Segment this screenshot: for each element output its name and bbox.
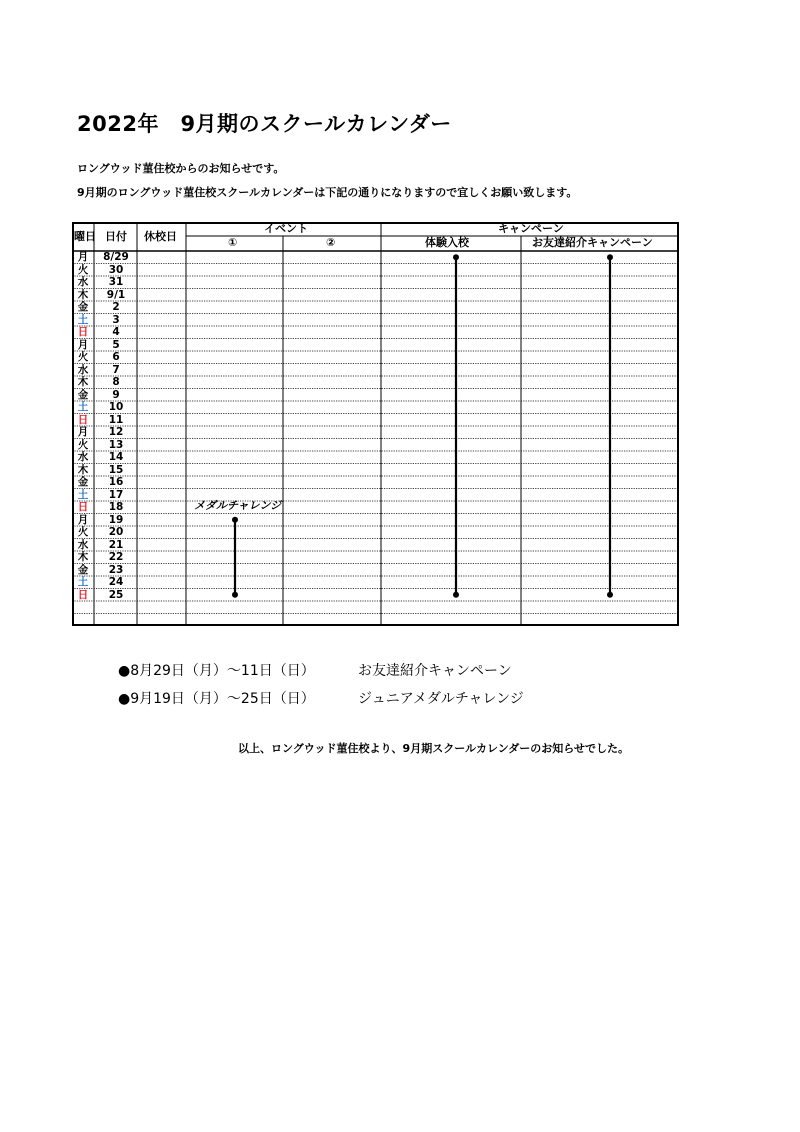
note-name: お友達紹介キャンペーン: [358, 663, 512, 679]
day-cell: 土: [77, 401, 89, 413]
day-cell: 日: [77, 326, 89, 338]
day-cell: 月: [77, 251, 89, 263]
period-endpoint-dot: [453, 592, 459, 598]
event-label-medal-challenge: メダルチャレンジ: [194, 499, 282, 512]
date-cell: 9: [112, 388, 120, 401]
header-event: イベント: [264, 222, 308, 235]
header-date: 日付: [105, 230, 127, 243]
date-cell: 7: [112, 363, 120, 376]
date-cell: 13: [108, 438, 124, 451]
day-cell: 水: [77, 451, 89, 463]
day-cell: 土: [77, 488, 89, 501]
header-day: 曜日: [74, 230, 96, 243]
date-cell: 11: [108, 413, 124, 426]
period-endpoint-dot: [607, 592, 613, 598]
day-cell: 木: [77, 463, 89, 476]
period-endpoint-dot: [232, 517, 238, 523]
note-period: ●9月19日（月）～25日（日）: [118, 691, 315, 707]
date-cell: 30: [108, 263, 124, 276]
note-name: ジュニアメダルチャレンジ: [358, 691, 524, 707]
date-cell: 21: [108, 538, 124, 551]
day-cell: 月: [77, 338, 89, 351]
day-cell: 火: [77, 351, 89, 363]
calendar-grid: [72, 222, 679, 626]
date-cell: 16: [108, 476, 124, 488]
day-cell: 金: [77, 301, 89, 313]
calendar-table: [72, 222, 679, 626]
period-endpoint-dot: [232, 592, 238, 598]
day-cell: 金: [77, 563, 89, 576]
date-cell: 8/29: [103, 251, 129, 263]
date-cell: 5: [112, 338, 120, 351]
day-cell: 月: [77, 513, 89, 526]
day-cell: 金: [77, 476, 89, 488]
period-endpoint-dot: [607, 254, 613, 260]
closing-text: 以上、ロングウッド菫住校より、9月期スクールカレンダーのお知らせでした。: [238, 742, 629, 755]
header-closed: 休校日: [144, 230, 177, 243]
date-cell: 20: [108, 526, 124, 538]
date-cell: 6: [112, 351, 120, 363]
date-cell: 17: [108, 488, 124, 501]
day-cell: 月: [77, 426, 89, 438]
date-cell: 18: [108, 501, 124, 513]
date-cell: 19: [108, 513, 124, 526]
date-cell: 14: [108, 451, 124, 463]
date-cell: 24: [108, 576, 124, 588]
date-cell: 9/1: [106, 288, 126, 301]
date-cell: 3: [112, 313, 120, 326]
date-cell: 23: [108, 563, 124, 576]
day-cell: 日: [77, 413, 89, 426]
day-cell: 火: [77, 263, 89, 276]
day-cell: 土: [77, 576, 89, 588]
date-cell: 25: [108, 588, 124, 601]
date-cell: 31: [108, 276, 124, 288]
header-event-2: ②: [326, 236, 336, 249]
day-cell: 木: [77, 551, 89, 563]
day-cell: 日: [77, 501, 89, 513]
date-cell: 8: [112, 376, 120, 388]
day-cell: 火: [77, 438, 89, 451]
header-event-1: ①: [228, 236, 238, 249]
day-cell: 水: [77, 276, 89, 288]
date-cell: 22: [108, 551, 124, 563]
date-cell: 4: [112, 326, 120, 338]
intro-line: 9月期のロングウッド菫住校スクールカレンダーは下記の通りになりますので宜しくお願い致します。: [77, 186, 578, 199]
intro-line: ロングウッド菫住校からのお知らせです。: [77, 162, 285, 175]
date-cell: 12: [108, 426, 124, 438]
date-cell: 10: [108, 401, 124, 413]
header-campaign-1: 体験入校: [425, 236, 469, 249]
table-border: [73, 223, 678, 625]
date-cell: 15: [108, 463, 124, 476]
day-cell: 木: [77, 288, 89, 301]
day-cell: 水: [77, 363, 89, 376]
day-cell: 土: [77, 313, 89, 326]
header-campaign-2: お友達紹介キャンペーン: [532, 236, 653, 249]
day-cell: 火: [77, 526, 89, 538]
day-cell: 木: [77, 376, 89, 388]
header-campaign: キャンペーン: [498, 222, 564, 235]
note-period: ●8月29日（月）～11日（日）: [118, 663, 315, 679]
day-cell: 金: [77, 388, 89, 401]
date-cell: 2: [112, 301, 120, 313]
page-title: 2022年 9月期のスクールカレンダー: [77, 112, 452, 136]
day-cell: 日: [77, 588, 89, 601]
day-cell: 水: [77, 538, 89, 551]
period-endpoint-dot: [453, 254, 459, 260]
